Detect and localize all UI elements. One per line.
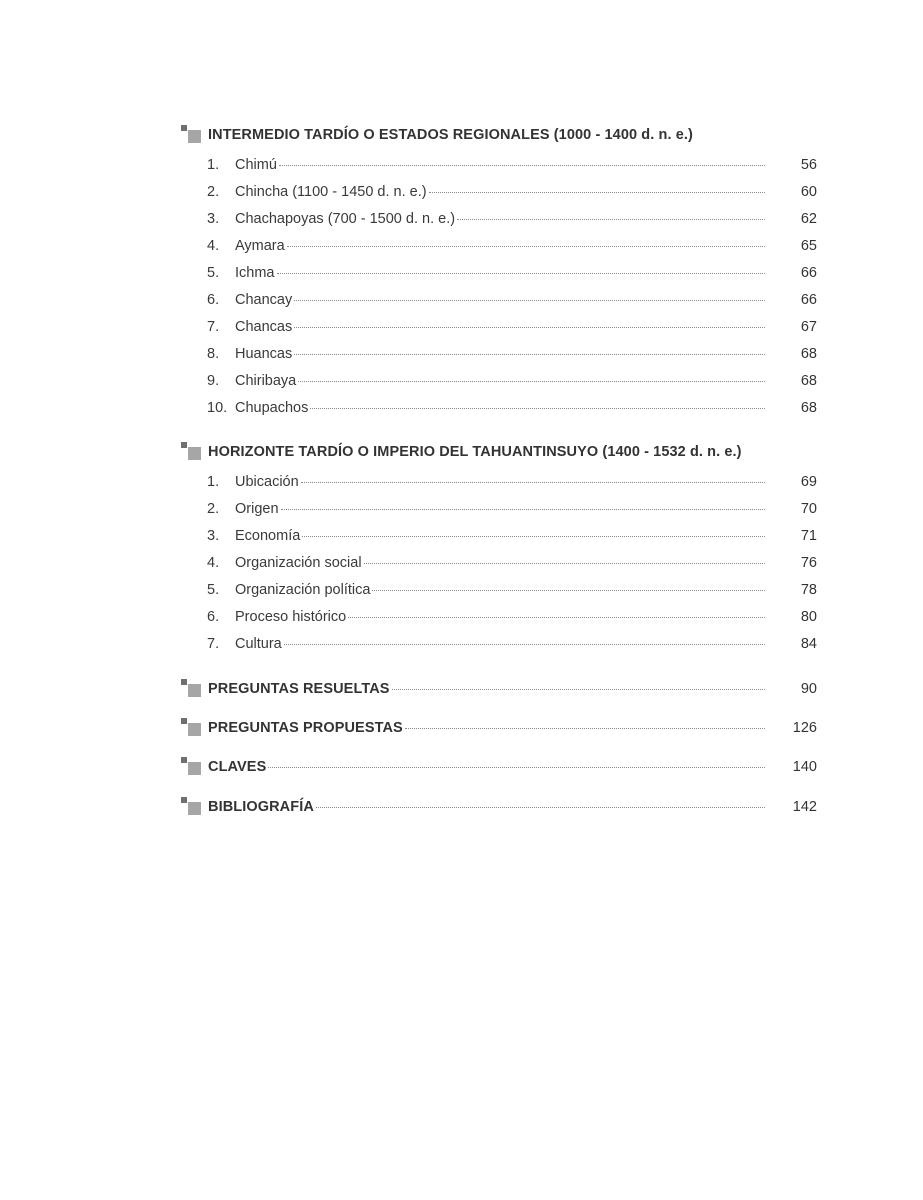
entry-number: 2. [207, 501, 220, 517]
section-title: HORIZONTE TARDÍO O IMPERIO DEL TAHUANTINSUYO (1400 - 1532 d. n. e.) [208, 444, 742, 460]
toc-entry[interactable] [207, 319, 817, 341]
square-bullet-icon [181, 125, 205, 147]
toc-entry[interactable] [207, 609, 817, 631]
heading-entry-label: PREGUNTAS PROPUESTAS [208, 720, 403, 736]
entry-number: 1. [207, 157, 220, 173]
entry-label: Huancas [235, 346, 293, 362]
entry-number: 3. [207, 528, 220, 544]
dot-leader [392, 688, 765, 690]
toc-entry[interactable] [207, 474, 817, 496]
entry-number: 6. [207, 292, 220, 308]
toc-entry[interactable] [207, 265, 817, 287]
toc-entry[interactable] [207, 157, 817, 179]
entry-page: 69 [800, 474, 817, 490]
dot-leader [268, 766, 765, 768]
entry-label: Chimú [235, 157, 277, 173]
entry-label: Organización política [235, 582, 371, 598]
entry-label: Proceso histórico [235, 609, 347, 625]
entry-number: 5. [207, 265, 220, 281]
entry-page: 84 [800, 636, 817, 652]
toc-heading-entry[interactable] [181, 757, 817, 779]
dot-leader [310, 407, 765, 409]
toc-entry[interactable] [207, 373, 817, 395]
toc-entry[interactable] [207, 292, 817, 314]
entry-page: 90 [800, 681, 817, 697]
entry-number: 7. [207, 319, 220, 335]
entry-page: 76 [800, 555, 817, 571]
dot-leader [284, 643, 765, 645]
entry-number: 2. [207, 184, 220, 200]
section-heading [181, 442, 817, 464]
toc-entry[interactable] [207, 636, 817, 658]
entry-page: 56 [800, 157, 817, 173]
entry-number: 10. [207, 400, 228, 416]
toc-heading-entry[interactable] [181, 797, 817, 819]
dot-leader [298, 380, 765, 382]
entry-label: Chancay [235, 292, 293, 308]
dot-leader [405, 727, 765, 729]
entry-page: 140 [792, 759, 817, 775]
entry-label: Aymara [235, 238, 285, 254]
heading-entry-label: PREGUNTAS RESUELTAS [208, 681, 390, 697]
entry-number: 4. [207, 238, 220, 254]
square-bullet-icon [181, 797, 205, 819]
toc-entry[interactable] [207, 555, 817, 577]
dot-leader [316, 806, 765, 808]
square-bullet-icon [181, 757, 205, 779]
entry-number: 5. [207, 582, 220, 598]
dot-leader [277, 272, 766, 274]
dot-leader [348, 616, 765, 618]
entry-label: Organización social [235, 555, 362, 571]
entry-page: 66 [800, 292, 817, 308]
entry-number: 9. [207, 373, 220, 389]
entry-page: 68 [800, 400, 817, 416]
section-title: INTERMEDIO TARDÍO O ESTADOS REGIONALES (1000 - 1400 d. n. e.) [208, 127, 693, 143]
entry-label: Cultura [235, 636, 282, 652]
toc-entry[interactable] [207, 582, 817, 604]
entry-label: Chiribaya [235, 373, 297, 389]
entry-label: Origen [235, 501, 279, 517]
toc-entry[interactable] [207, 400, 817, 422]
dot-leader [281, 508, 765, 510]
entry-label: Ichma [235, 265, 275, 281]
entry-number: 3. [207, 211, 220, 227]
entry-label: Chachapoyas (700 - 1500 d. n. e.) [235, 211, 456, 227]
entry-label: Economía [235, 528, 301, 544]
entry-page: 80 [800, 609, 817, 625]
entry-number: 7. [207, 636, 220, 652]
dot-leader [429, 191, 765, 193]
square-bullet-icon [181, 679, 205, 701]
dot-leader [279, 164, 765, 166]
toc-heading-entry[interactable] [181, 679, 817, 701]
toc-entry[interactable] [207, 501, 817, 523]
dot-leader [301, 481, 765, 483]
entry-page: 71 [800, 528, 817, 544]
entry-number: 4. [207, 555, 220, 571]
entry-page: 126 [792, 720, 817, 736]
entry-page: 62 [800, 211, 817, 227]
toc-heading-entry[interactable] [181, 718, 817, 740]
dot-leader [294, 299, 765, 301]
toc-entry[interactable] [207, 346, 817, 368]
entry-number: 6. [207, 609, 220, 625]
entry-label: Chupachos [235, 400, 309, 416]
entry-page: 60 [800, 184, 817, 200]
entry-number: 8. [207, 346, 220, 362]
entry-page: 67 [800, 319, 817, 335]
dot-leader [287, 245, 765, 247]
entry-page: 66 [800, 265, 817, 281]
toc-entry[interactable] [207, 211, 817, 233]
entry-page: 78 [800, 582, 817, 598]
dot-leader [294, 326, 765, 328]
entry-page: 68 [800, 346, 817, 362]
square-bullet-icon [181, 442, 205, 464]
square-bullet-icon [181, 718, 205, 740]
dot-leader [364, 562, 765, 564]
dot-leader [457, 218, 765, 220]
heading-entry-label: CLAVES [208, 759, 267, 775]
entry-number: 1. [207, 474, 220, 490]
dot-leader [294, 353, 765, 355]
section-heading [181, 125, 817, 147]
toc-entry[interactable] [207, 528, 817, 550]
heading-entry-label: BIBLIOGRAFÍA [208, 799, 314, 815]
entry-label: Ubicación [235, 474, 299, 490]
entry-page: 70 [800, 501, 817, 517]
entry-page: 68 [800, 373, 817, 389]
entry-page: 142 [792, 799, 817, 815]
dot-leader [302, 535, 765, 537]
entry-label: Chancas [235, 319, 293, 335]
toc-entry[interactable] [207, 184, 817, 206]
entry-label: Chincha (1100 - 1450 d. n. e.) [235, 184, 427, 200]
dot-leader [372, 589, 765, 591]
toc-entry[interactable] [207, 238, 817, 260]
entry-page: 65 [800, 238, 817, 254]
